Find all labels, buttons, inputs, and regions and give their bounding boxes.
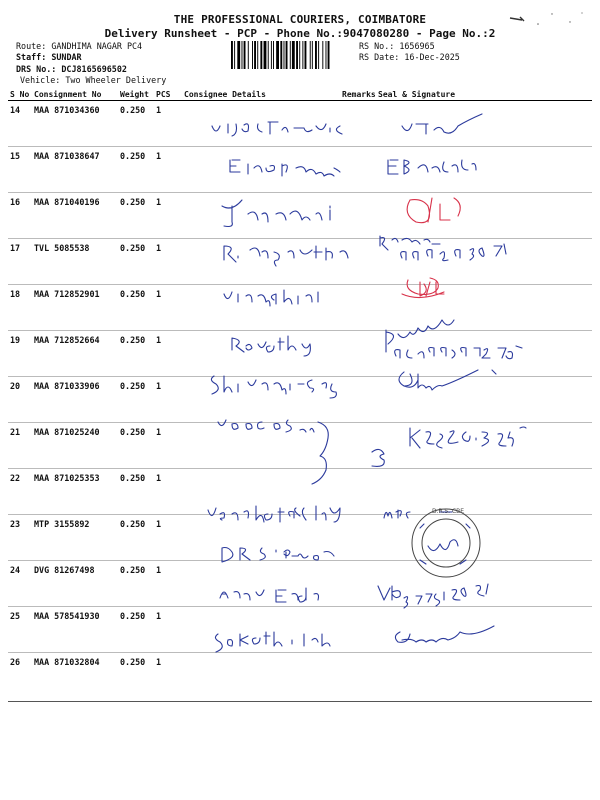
table-row: [8, 147, 592, 193]
cell-consignment-no: MAA 871025240: [32, 423, 118, 469]
cell-pcs: 1: [154, 653, 182, 702]
cell-seal-signature: [376, 331, 592, 377]
cell-seal-signature: [376, 147, 592, 193]
cell-sno: 24: [8, 561, 32, 607]
col-weight: Weight: [118, 89, 154, 101]
cell-weight: 0.250: [118, 515, 154, 561]
rs-date-line: [359, 52, 460, 62]
cell-weight: 0.250: [118, 285, 154, 331]
table-row: [8, 653, 592, 702]
cell-consignee: [182, 423, 340, 469]
route-line: [16, 41, 142, 51]
table-row: [8, 423, 592, 469]
barcode-bar: [302, 41, 303, 69]
cell-pcs: 1: [154, 469, 182, 515]
cell-pcs: 1: [154, 377, 182, 423]
cell-consignment-no: MAA 871032804: [32, 653, 118, 702]
staff-line: [16, 52, 82, 62]
cell-consignment-no: MAA 712852664: [32, 331, 118, 377]
col-remarks: Remarks: [342, 90, 376, 99]
barcode-bar: [310, 41, 311, 69]
cell-consignee: [182, 469, 340, 515]
cell-consignee: [182, 331, 340, 377]
cell-sno: 25: [8, 607, 32, 653]
rs-no-label: RS No.:: [359, 41, 395, 51]
cell-consignee: [182, 147, 340, 193]
runsheet-table: [8, 89, 592, 702]
col-consignment: Consignment No: [32, 89, 118, 101]
cell-weight: 0.250: [118, 561, 154, 607]
barcode-bar: [318, 41, 319, 69]
vehicle-value: Two Wheeler Delivery: [65, 75, 167, 85]
cell-remarks: [340, 239, 376, 285]
drs-value: DCJ8165696502: [61, 64, 127, 74]
cell-pcs: 1: [154, 607, 182, 653]
table-row: [8, 239, 592, 285]
barcode-bar: [244, 41, 246, 69]
cell-sno: 21: [8, 423, 32, 469]
cell-consignment-no: MTP 3155892: [32, 515, 118, 561]
cell-remarks: [340, 561, 376, 607]
barcode-bar: [305, 41, 307, 69]
company-title: THE PROFESSIONAL COURIERS, COIMBATORE: [173, 13, 427, 26]
cell-sno: 20: [8, 377, 32, 423]
barcode-bar: [286, 41, 288, 69]
barcode-bar: [260, 41, 262, 69]
cell-sno: 16: [8, 193, 32, 239]
cell-sno: 26: [8, 653, 32, 702]
cell-sno: 15: [8, 147, 32, 193]
cell-sno: 19: [8, 331, 32, 377]
cell-seal-signature: [376, 285, 592, 331]
cell-weight: 0.250: [118, 193, 154, 239]
drs-line: [16, 64, 127, 74]
barcode-image: [230, 41, 354, 69]
barcode-bar: [237, 41, 240, 69]
barcode-bar: [312, 41, 313, 69]
cell-pcs: 1: [154, 193, 182, 239]
vehicle-line: [20, 75, 166, 85]
barcode-bar: [296, 41, 298, 69]
cell-pcs: 1: [154, 331, 182, 377]
table-header-row: [8, 89, 592, 101]
cell-weight: 0.250: [118, 607, 154, 653]
cell-remarks: [340, 607, 376, 653]
cell-weight: 0.250: [118, 331, 154, 377]
cell-remarks: [340, 515, 376, 561]
cell-consignment-no: MAA 871038647: [32, 147, 118, 193]
cell-consignment-no: DVG 81267498: [32, 561, 118, 607]
cell-consignee: [182, 561, 340, 607]
cell-pcs: 1: [154, 239, 182, 285]
cell-consignee: [182, 653, 340, 702]
barcode-bar: [248, 41, 249, 69]
cell-remarks: [340, 285, 376, 331]
cell-consignee: [182, 101, 340, 147]
barcode-bar: [234, 41, 235, 69]
barcode-bar: [290, 41, 291, 69]
vehicle-label: Vehicle:: [20, 75, 61, 85]
barcode-bar: [328, 41, 330, 69]
cell-seal-signature: [376, 423, 592, 469]
cell-remarks: [340, 653, 376, 702]
barcode-bar: [276, 41, 279, 69]
rs-date-value: 16-Dec-2025: [404, 52, 460, 62]
cell-pcs: 1: [154, 285, 182, 331]
cell-pcs: 1: [154, 515, 182, 561]
cell-weight: 0.250: [118, 653, 154, 702]
col-sno: S No: [8, 89, 32, 101]
cell-pcs: 1: [154, 561, 182, 607]
cell-weight: 0.250: [118, 469, 154, 515]
route-label: Route:: [16, 41, 47, 51]
route-value: GANDHIMA NAGAR PC4: [51, 41, 143, 51]
cell-seal-signature: [376, 607, 592, 653]
cell-seal-signature: [376, 561, 592, 607]
table-row: [8, 515, 592, 561]
stamp-text: D.R.S. CBE: [431, 508, 465, 515]
cell-consignment-no: MAA 712852901: [32, 285, 118, 331]
cell-consignee: [182, 239, 340, 285]
cell-remarks: [340, 147, 376, 193]
table-row: [8, 101, 592, 147]
barcode-bar: [264, 41, 267, 69]
table-row: [8, 561, 592, 607]
cell-sno: 18: [8, 285, 32, 331]
cell-pcs: 1: [154, 423, 182, 469]
table-row: [8, 331, 592, 377]
table-row: [8, 377, 592, 423]
cell-sno: 23: [8, 515, 32, 561]
cell-consignment-no: TVL 5085538: [32, 239, 118, 285]
cell-consignee: [182, 285, 340, 331]
table-row: [8, 469, 592, 515]
cell-weight: 0.250: [118, 377, 154, 423]
cell-sno: 17: [8, 239, 32, 285]
rs-date-label: RS Date:: [359, 52, 400, 62]
col-consignee: Consignee Details: [182, 89, 340, 101]
cell-consignment-no: MAA 871034360: [32, 101, 118, 147]
cell-remarks: [340, 101, 376, 147]
col-pcs: PCS: [154, 89, 182, 101]
cell-sno: 14: [8, 101, 32, 147]
cell-seal-signature: [376, 377, 592, 423]
barcode-bar: [315, 41, 317, 69]
rs-no-value: 1656965: [399, 41, 435, 51]
cell-consignee: [182, 515, 340, 561]
cell-seal-signature: [376, 653, 592, 702]
cell-consignee: [182, 377, 340, 423]
barcode-bar: [292, 41, 295, 69]
barcode-bar: [273, 41, 274, 69]
table-row: [8, 193, 592, 239]
cell-remarks: [340, 193, 376, 239]
drs-label: DRS No.:: [16, 64, 57, 74]
cell-consignment-no: MAA 578541930: [32, 607, 118, 653]
runsheet-title: Delivery Runsheet - PCP - Phone No.:9047080280 - Page No.:2: [104, 27, 496, 40]
cell-remarks: [340, 377, 376, 423]
cell-consignee: [182, 193, 340, 239]
cell-sno: 22: [8, 469, 32, 515]
cell-weight: 0.250: [118, 423, 154, 469]
cell-consignment-no: MAA 871025353: [32, 469, 118, 515]
barcode-bar: [280, 41, 282, 69]
table-row: [8, 285, 592, 331]
rs-no-line: [359, 41, 435, 51]
barcode-bar: [326, 41, 327, 69]
cell-weight: 0.250: [118, 239, 154, 285]
cell-seal-signature: [376, 469, 592, 515]
barcode-bar: [268, 41, 269, 69]
barcode-bar: [284, 41, 285, 69]
cell-consignment-no: MAA 871033906: [32, 377, 118, 423]
cell-weight: 0.250: [118, 101, 154, 147]
cell-consignment-no: MAA 871040196: [32, 193, 118, 239]
barcode-bar: [254, 41, 256, 69]
barcode-bar: [242, 41, 243, 69]
table-row: [8, 607, 592, 653]
col-seal-signature: Seal & Signature: [376, 89, 592, 101]
cell-seal-signature: [376, 101, 592, 147]
staff-value: SUNDAR: [51, 52, 82, 62]
barcode-bar: [252, 41, 253, 69]
cell-pcs: 1: [154, 147, 182, 193]
cell-remarks: [340, 423, 376, 469]
barcode-bar: [257, 41, 258, 69]
cell-remarks: [340, 469, 376, 515]
cell-consignee: [182, 607, 340, 653]
barcode-bar: [299, 41, 300, 69]
cell-seal-signature: [376, 515, 592, 561]
staff-label: Staff:: [16, 52, 47, 62]
barcode-bar: [271, 41, 272, 69]
cell-weight: 0.250: [118, 147, 154, 193]
cell-pcs: 1: [154, 101, 182, 147]
cell-seal-signature: [376, 239, 592, 285]
barcode-bar: [231, 41, 233, 69]
cell-seal-signature: [376, 193, 592, 239]
cell-remarks: [340, 331, 376, 377]
barcode-bar: [322, 41, 323, 69]
